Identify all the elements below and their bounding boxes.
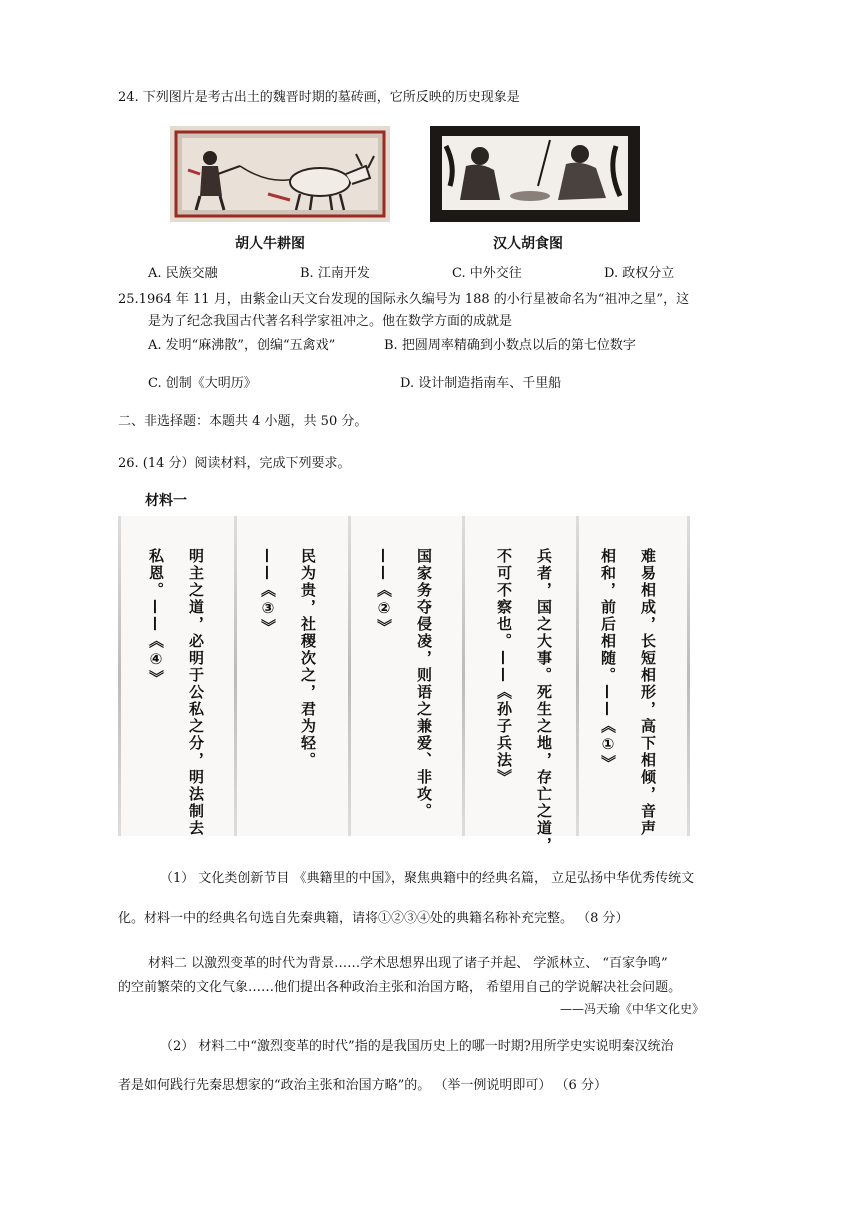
quote-col-3: 兵者，国之大事。死生之地，存亡之道，	[535, 548, 553, 854]
q25-stem-line1: 25.1964 年 11 月，由紫金山天文台发现的国际永久编号为 188 的小行星被命名为“祖冲之星”，这	[118, 292, 690, 307]
material1-bamboo-slips	[118, 516, 690, 854]
quote-col-10: 私恩。——《④》	[147, 548, 165, 687]
q25-option-c[interactable]: C. 创制《大明历》	[148, 376, 257, 391]
tomb-brick-painting-han-eating	[430, 126, 640, 222]
image-caption-1: 胡人牛耕图	[235, 236, 305, 252]
q24-option-d[interactable]: D. 政权分立	[604, 266, 675, 281]
material1-title: 材料一	[145, 493, 187, 509]
quote-col-6: ——《②》	[375, 548, 393, 636]
q25-stem-line2: 是为了纪念我国古代著名科学家祖冲之。他在数学方面的成就是	[148, 314, 513, 329]
quote-col-4: 不可不察也。——《孙子兵法》	[495, 548, 513, 786]
material2-line1: 材料二 以激烈变革的时代为背景……学术思想界出现了诸子并起、 学派林立、 “百家争鸣”	[148, 956, 668, 971]
quote-col-1: 难易相成，长短相形，高下相倾，音声	[639, 548, 657, 837]
q26-part1-line2: 化。材料一中的经典名句选自先秦典籍，请将①②③④处的典籍名称补充完整。 （8 分）	[118, 911, 629, 926]
quote-col-7: 民为贵，社稷次之，君为轻。	[299, 548, 317, 769]
section-heading: 二、非选择题：本题共 4 小题，共 50 分。	[118, 414, 368, 429]
q26-stem: 26. (14 分）阅读材料，完成下列要求。	[118, 456, 351, 471]
q24-option-a[interactable]: A. 民族交融	[148, 266, 218, 281]
q24-option-b[interactable]: B. 江南开发	[300, 266, 370, 281]
q25-option-a[interactable]: A. 发明“麻沸散”，创编“五禽戏”	[148, 338, 336, 353]
material2-source: ——冯天瑜《中华文化史》	[560, 1002, 705, 1016]
q26-part1-line1: （1） 文化类创新节目 《典籍里的中国》，聚焦典籍中的经典名篇， 立足弘扬中华优秀传统文	[160, 871, 695, 886]
quote-col-9: 明主之道，必明于公私之分，明法制去	[187, 548, 205, 837]
q26-part2-line2: 者是如何践行先秦思想家的“政治主张和治国方略”的。 （举一例说明即可） （6 分）	[118, 1078, 607, 1093]
material2-line2: 的空前繁荣的文化气象……他们提出各种政治主张和治国方略， 希望用自己的学说解决社会问题。	[118, 980, 682, 995]
image-caption-2: 汉人胡食图	[493, 236, 563, 252]
q25-option-d[interactable]: D. 设计制造指南车、千里船	[400, 376, 562, 391]
q26-part2-line1: （2） 材料二中“激烈变革的时代”指的是我国历史上的哪一时期?用所学史实说明秦汉统治	[160, 1039, 674, 1054]
quote-col-5: 国家务夺侵凌，则语之兼爱、非攻。	[415, 548, 433, 820]
q24-option-c[interactable]: C. 中外交往	[452, 266, 522, 281]
q25-option-b[interactable]: B. 把圆周率精确到小数点以后的第七位数字	[384, 338, 636, 353]
tomb-brick-painting-ox-plowing	[170, 126, 390, 222]
quote-col-8: ——《③》	[259, 548, 277, 636]
q24-stem: 24. 下列图片是考古出土的魏晋时期的墓砖画，它所反映的历史现象是	[118, 90, 520, 105]
quote-col-2: 相和，前后相随。——《①》	[599, 548, 617, 772]
